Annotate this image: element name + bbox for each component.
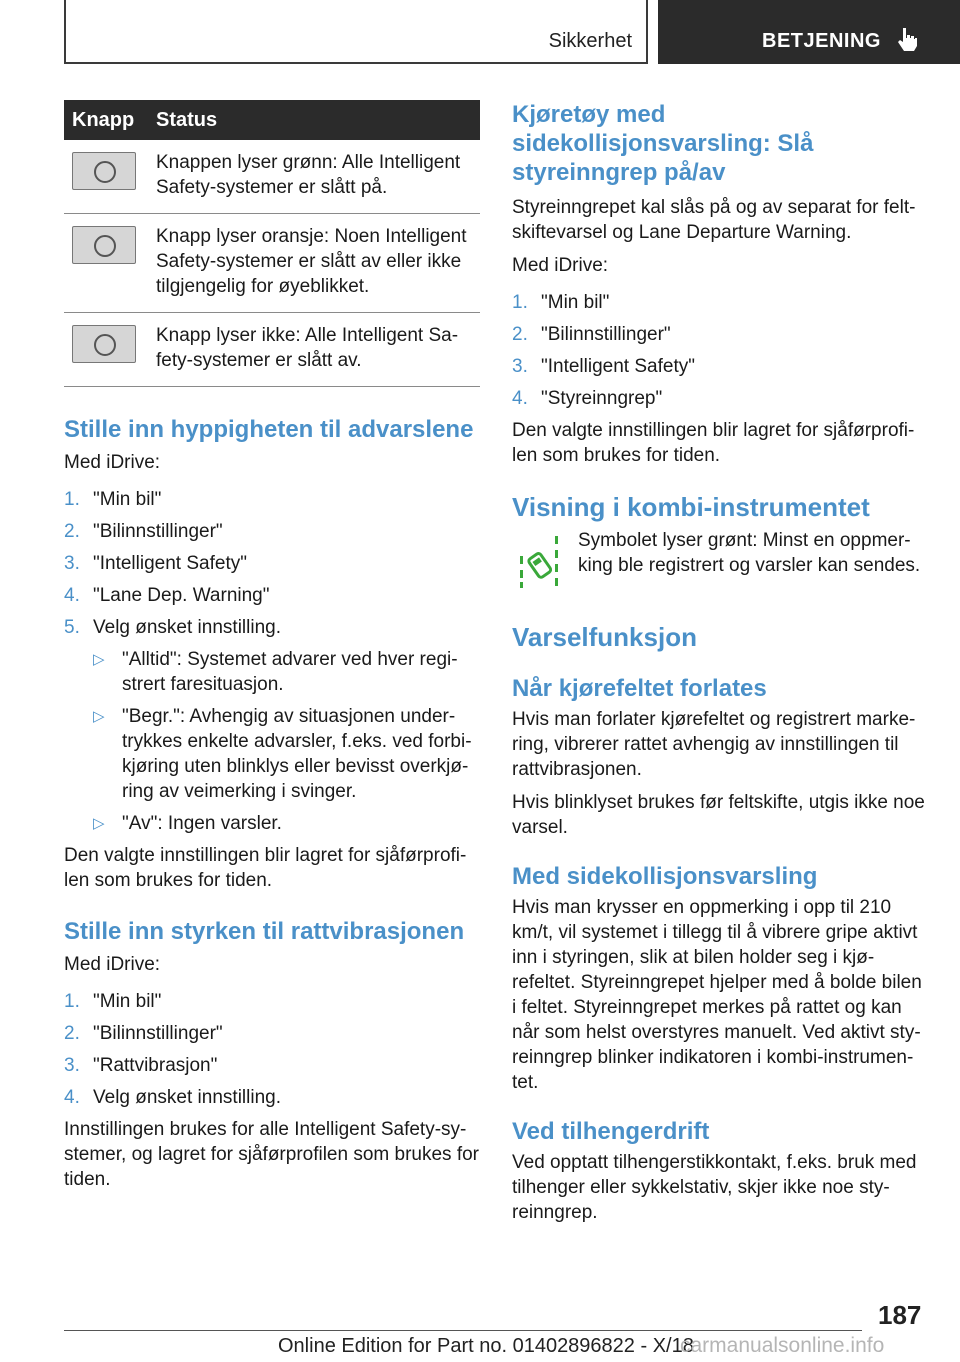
list-item: 1. "Min bil" xyxy=(512,292,610,313)
safety-button-green-icon xyxy=(72,152,136,190)
idrive-label: Med iDrive: xyxy=(64,954,161,975)
list-item: 3. "Intelligent Safety" xyxy=(64,553,247,574)
paragraph: Hvis man krysser en oppmerking i opp til 210 km/t, vil systemet i tillegg til å vibrere gripe aktivt inn i styringen, slik at bilen holder seg i kjø-refeltet. Styreinngrepet hjelper med å bolde bilen i feltet. Styreinngrepet merkes på rattet og kan når som helst overstyres manuelt. Ved aktivt sty-reinngrep blinker indikatoren i kombi-instrumen-tet. xyxy=(512,897,922,1093)
paragraph: Den valgte innstillingen blir lagret for sjåførprofi-len som brukes for tiden. xyxy=(512,420,915,466)
status-text: Knapp lyser ikke: Alle Intelligent Sa-fety-systemer er slått av. xyxy=(156,313,480,387)
section-title-vibration: Stille inn styrken til rattvibrasjonen xyxy=(64,918,465,945)
list-item: 3. "Intelligent Safety" xyxy=(512,356,695,377)
list-item: 1. "Min bil" xyxy=(64,489,162,510)
paragraph: Styreinngrepet kal slås på og av separat for felt-skiftevarsel og Lane Departure Warning. xyxy=(512,197,916,243)
option-item: ▷ "Alltid": Systemet advarer ved hver regi-strert faresituasjon. xyxy=(93,649,458,695)
right-column xyxy=(512,100,928,1225)
paragraph: Ved opptatt tilhengerstikkontakt, f.eks. bruk med tilhenger eller sykkelstativ, skjer ikke noe sty-reinngrep. xyxy=(512,1152,917,1223)
section-title-warning-function: Varselfunksjon xyxy=(512,622,697,652)
option-item: ▷ "Av": Ingen varsler. xyxy=(93,813,282,834)
list-item: 4. "Styreinngrep" xyxy=(512,388,663,409)
section-title-cluster: Visning i kombi-instrumentet xyxy=(512,492,870,522)
table-row xyxy=(64,214,480,313)
paragraph: Hvis blinklyset brukes før feltskifte, utgis ikke noe varsel. xyxy=(512,792,925,838)
list-item: 2. "Bilinnstillinger" xyxy=(64,521,223,542)
table-header-status: Status xyxy=(156,100,480,140)
symbol-description: Symbolet lyser grønt: Minst en oppmer-king ble registrert og varsler kan sendes. xyxy=(578,530,921,576)
step-list xyxy=(512,290,928,411)
lane-departure-icon xyxy=(518,534,562,590)
list-item: 2. "Bilinnstillinger" xyxy=(64,1023,223,1044)
list-item: 2. "Bilinnstillinger" xyxy=(512,324,671,345)
section-title-steering: Kjøretøy med sidekollisjonsvarsling: Slå styreinngrep på/av xyxy=(512,101,814,186)
table-row xyxy=(64,140,480,214)
list-item: 4. Velg ønsket innstilling. xyxy=(64,1087,281,1108)
page-number: 187 xyxy=(878,1300,922,1330)
step-list xyxy=(64,989,480,1110)
header-chapter-box xyxy=(658,0,960,64)
paragraph: Hvis man forlater kjørefeltet og registrert marke-ring, vibrerer rattet avhengig av innstillingen til rattvibrasjonen. xyxy=(512,709,916,780)
idrive-label: Med iDrive: xyxy=(64,452,161,473)
header-section-box xyxy=(64,0,648,64)
paragraph: Den valgte innstillingen blir lagret for sjåførprofi-len som brukes for tiden. xyxy=(64,845,467,891)
table-header-knapp: Knapp xyxy=(64,100,156,140)
symbol-block xyxy=(512,532,928,602)
idrive-label: Med iDrive: xyxy=(512,255,609,276)
footer-edition: Online Edition for Part no. 01402896822 - X/18 xyxy=(278,1335,694,1357)
footer-watermark: carmanualsonline.info xyxy=(680,1334,885,1357)
list-item: 1. "Min bil" xyxy=(64,991,162,1012)
paragraph: Innstillingen brukes for alle Intelligent Safety-sy-stemer, og lagret for sjåførprofilen som brukes for tiden. xyxy=(64,1119,479,1190)
hand-pointer-icon xyxy=(896,26,918,52)
header-chapter: BETJENING xyxy=(762,30,881,52)
subsection-title-lane-leave: Når kjørefeltet forlates xyxy=(512,675,767,702)
safety-button-orange-icon xyxy=(72,226,136,264)
subsection-title-trailer: Ved tilhengerdrift xyxy=(512,1118,710,1145)
safety-button-off-icon xyxy=(72,325,136,363)
list-item: 5. Velg ønsket innstilling. xyxy=(64,617,281,638)
table-row xyxy=(64,313,480,387)
status-table xyxy=(64,100,480,387)
footer-divider xyxy=(64,1330,862,1331)
list-item: 4. "Lane Dep. Warning" xyxy=(64,585,270,606)
step-list xyxy=(64,487,480,836)
section-title-frequency: Stille inn hyppigheten til advarslene xyxy=(64,416,474,443)
list-item: 3. "Rattvibrasjon" xyxy=(64,1055,218,1076)
left-column xyxy=(64,100,480,1192)
status-text: Knapp lyser oransje: Noen Intelligent Safety-systemer er slått av eller ikke tilgjengelig for øyeblikket. xyxy=(156,214,480,313)
option-item: ▷ "Begr.": Avhengig av situasjonen under-trykkes enkelte advarsler, f.eks. ved forbi-kjøring uten blinklys eller bevisst overkjø-ring av veimerking i svinger. xyxy=(93,706,472,802)
status-text: Knappen lyser grønn: Alle Intelligent Safety-systemer er slått på. xyxy=(156,140,480,214)
header-section: Sikkerhet xyxy=(548,30,632,52)
subsection-title-side-collision: Med sidekollisjonsvarsling xyxy=(512,863,818,890)
